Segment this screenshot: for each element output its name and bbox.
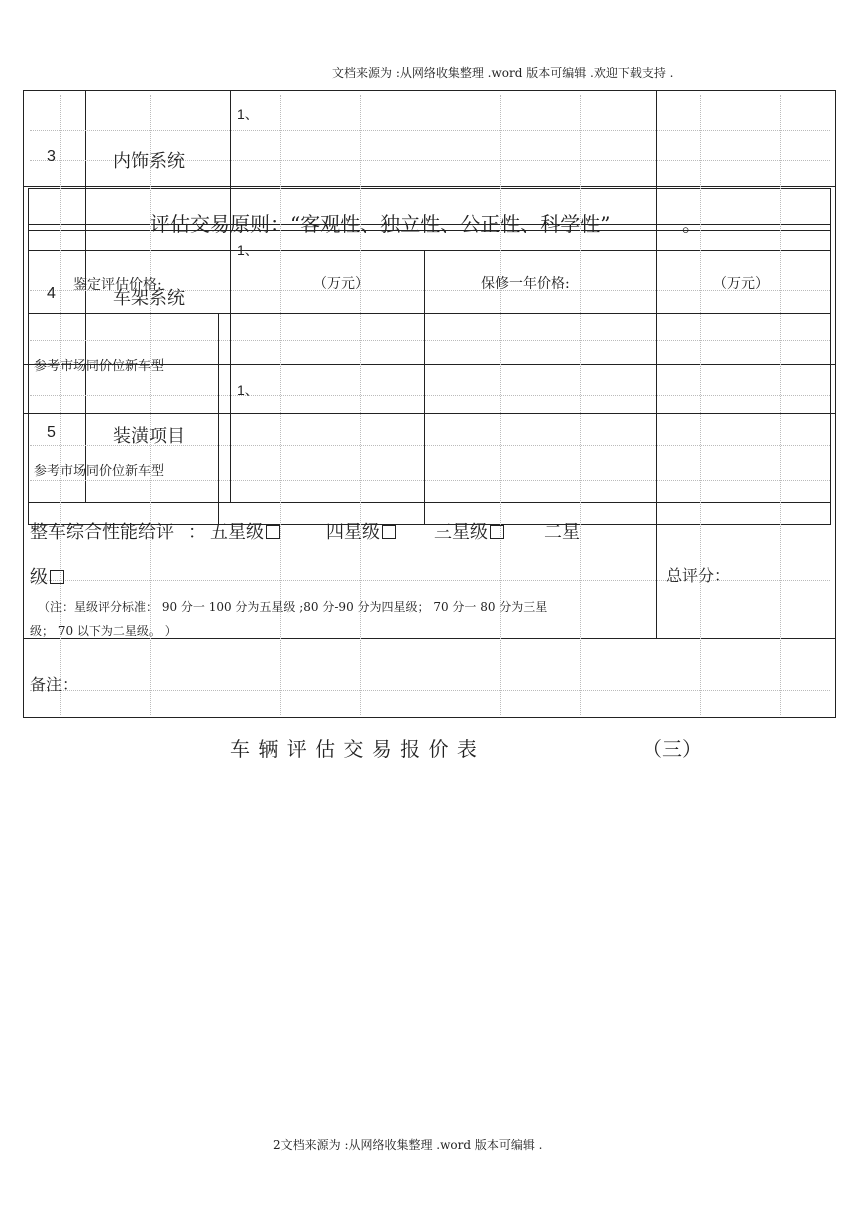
rating-colon: ： xyxy=(188,522,206,543)
header-source-note: 文档来源为 :从网络收集整理 .word 版本可编辑 .欢迎下载支持 . xyxy=(332,66,674,80)
row-3-detail: 1、 xyxy=(237,106,259,122)
rating-note-line-1: （注：星级评分标准： 90 分一 100 分为五星级 ;80 分-90 分为四星级； 70 分一 80 分为三星 xyxy=(38,600,548,614)
row-3-number: 3 xyxy=(47,148,56,165)
rating-option-two-star-tail: 级 xyxy=(30,567,48,588)
ref-new-car-label-2: 参考市场同价位新车型 xyxy=(34,464,165,479)
document-title: 车 辆 评 估 交 易 报 价 表 xyxy=(230,737,478,761)
rating-note-line-2: 级； 70 以下为二星级。 ） xyxy=(30,624,177,638)
ref-new-car-label-1: 参考市场同价位新车型 xyxy=(34,359,165,374)
rating-option-three-star: 三星级 xyxy=(434,522,488,543)
warranty-price-label: 保修一年价格: xyxy=(481,276,570,292)
two-star-checkbox[interactable] xyxy=(50,570,64,584)
row-3-name: 内饰系统 xyxy=(113,151,185,172)
rating-option-two-star-part: 二星 xyxy=(544,522,580,543)
rating-option-five-star: 五星级 xyxy=(210,522,264,543)
rating-line-2 xyxy=(30,563,64,589)
rating-option-four-star: 四星级 xyxy=(326,522,380,543)
total-score-label: 总评分： xyxy=(666,566,731,585)
rating-line xyxy=(30,518,580,544)
principle-text: 评估交易原则：“客观性、独立性、公正性、科学性” xyxy=(150,212,611,236)
warranty-price-unit: （万元） xyxy=(713,276,769,292)
five-star-checkbox[interactable] xyxy=(266,525,280,539)
appraisal-price-label: 鉴定评估价格: xyxy=(73,277,162,293)
principle-end-mark: 。 xyxy=(682,212,702,236)
row-4-detail: 1、 xyxy=(237,242,259,258)
row-4-number: 4 xyxy=(47,285,56,302)
row-5-name: 装潢项目 xyxy=(113,426,185,447)
four-star-checkbox[interactable] xyxy=(382,525,396,539)
row-blank-detail: 1、 xyxy=(237,382,259,398)
rating-label: 整车综合性能给评 xyxy=(30,522,174,543)
row-5-number: 5 xyxy=(47,424,56,441)
row-4-name: 车架系统 xyxy=(113,288,185,309)
remarks-label: 备注： xyxy=(30,675,79,694)
appraisal-price-unit: （万元） xyxy=(313,276,369,292)
document-title-suffix: （三） xyxy=(642,737,702,761)
footer-page-note: 2文档来源为 :从网络收集整理 .word 版本可编辑 . xyxy=(273,1138,543,1152)
three-star-checkbox[interactable] xyxy=(490,525,504,539)
